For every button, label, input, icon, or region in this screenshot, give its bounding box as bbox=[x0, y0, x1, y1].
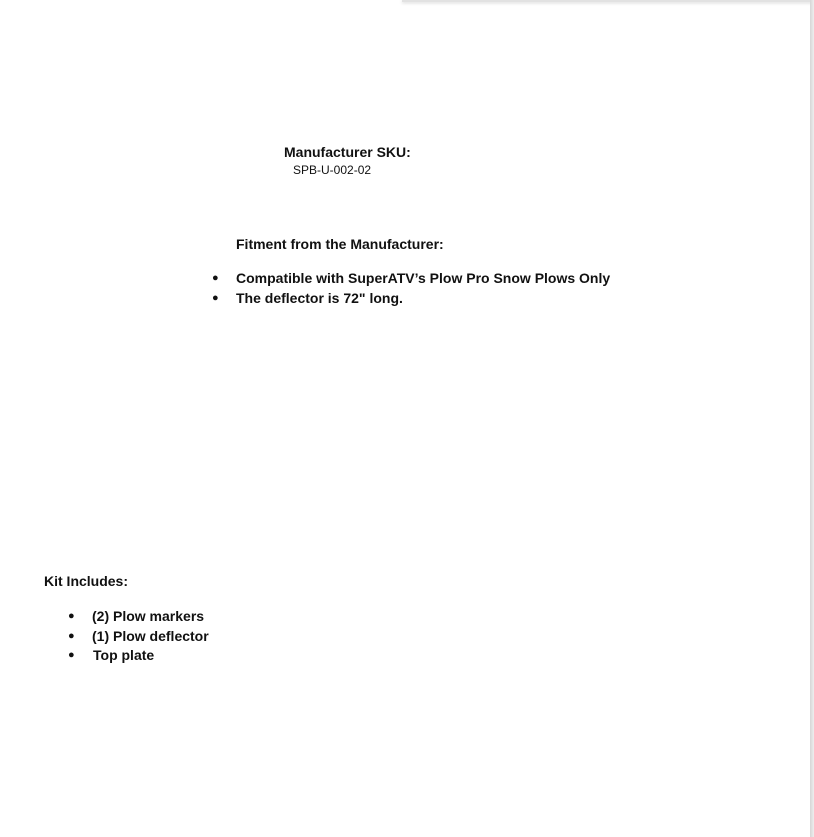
kit-item-text: Top plate bbox=[93, 647, 155, 663]
sku-label: Manufacturer SKU: bbox=[284, 144, 411, 160]
bullet-icon: ● bbox=[212, 272, 219, 284]
fitment-item-text: The deflector is 72" long. bbox=[236, 289, 403, 306]
page-right-edge bbox=[810, 0, 814, 837]
kit-heading: Kit Includes: bbox=[44, 573, 129, 589]
kit-item-text: (1) Plow deflector bbox=[92, 627, 209, 644]
bullet-icon: ● bbox=[68, 610, 75, 622]
fitment-heading: Fitment from the Manufacturer: bbox=[236, 236, 444, 252]
bullet-icon: ● bbox=[68, 649, 75, 661]
bullet-icon: ● bbox=[212, 291, 219, 304]
bullet-icon: ● bbox=[68, 629, 75, 642]
sku-value: SPB-U-002-02 bbox=[293, 163, 372, 177]
fitment-item-text: Compatible with SuperATV’s Plow Pro Snow Plows Only bbox=[236, 270, 611, 286]
page-top-edge bbox=[402, 0, 814, 2]
kit-item-text: (2) Plow markers bbox=[92, 608, 205, 624]
